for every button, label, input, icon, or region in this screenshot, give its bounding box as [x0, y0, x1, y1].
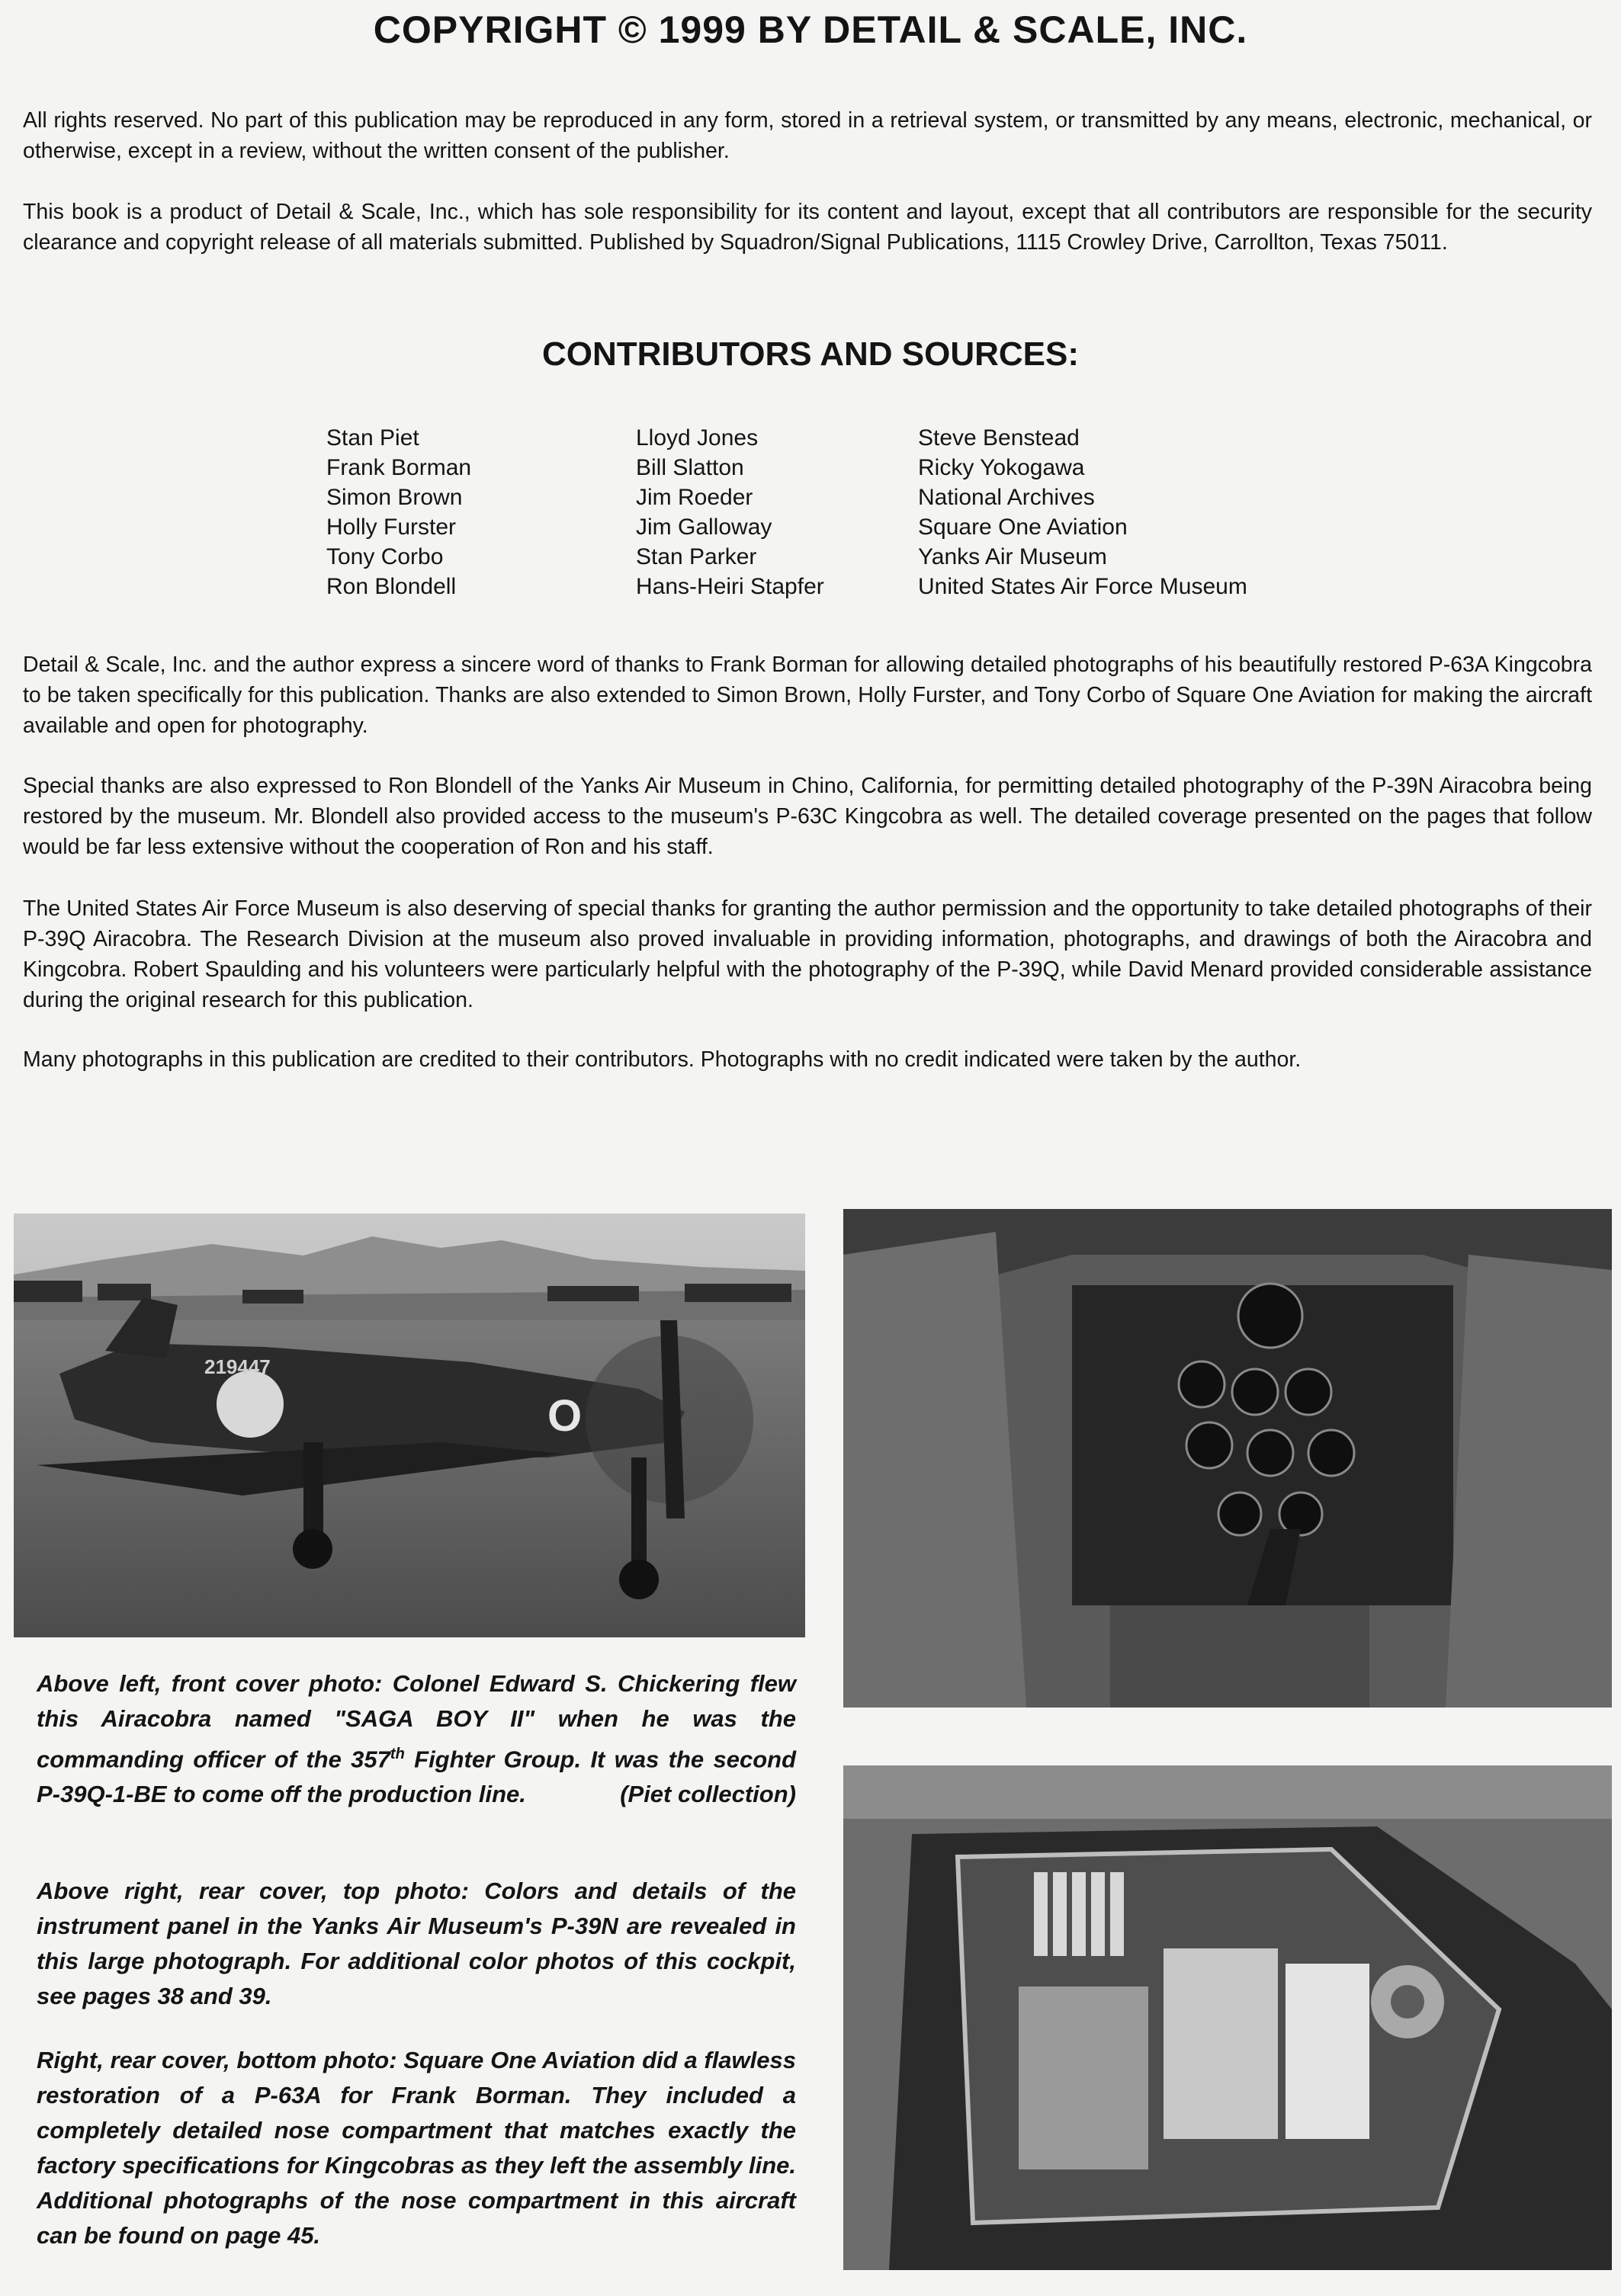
thanks-paragraph-yanks: Special thanks are also expressed to Ron Blondell of the Yanks Air Museum in Chino, California, for permitting detailed photography of the P-39N Airacobra being restored by the museum. Mr. Blondell also provided access to the museum's P-63C Kingcobra as well. The detailed coverage presented on the pages that follow would be far less extensive without the cooperation of Ron and his staff.: [23, 774, 1592, 859]
nose-compartment-photo-art: [843, 1765, 1612, 2270]
photo-credit: (Piet collection): [620, 1781, 796, 1808]
photo-credit-paragraph: Many photographs in this publication are credited to their contributors. Photographs with no credit indicated were taken by the author.: [23, 1047, 1302, 1072]
rear-cover-bottom-photo: [843, 1765, 1612, 2270]
contributors-column-1: [326, 423, 471, 601]
contributors-column-3: [918, 423, 1247, 601]
contributor-name: Jim Galloway: [636, 515, 772, 540]
contributor-name: Stan Parker: [636, 544, 757, 569]
rear-cover-top-caption: Above right, rear cover, top photo: Colors and details of the instrument panel in the Yanks Air Museum's P-39N are revealed in this large photograph. For additional color photos of this cockpit, see pages 38 and 39.: [37, 1878, 796, 2009]
contributor-name: Simon Brown: [326, 485, 463, 510]
rights-paragraph: All rights reserved. No part of this publication may be reproduced in any form, stored in a retrieval system, or transmitted by any means, electronic, mechanical, or otherwise, except in a review, without the written consent of the publisher.: [23, 108, 1592, 163]
aircraft-serial: 219447: [204, 1355, 271, 1378]
contributor-name: Jim Roeder: [636, 485, 753, 510]
contributor-name: Hans-Heiri Stapfer: [636, 574, 824, 599]
contributor-name: Ron Blondell: [326, 574, 457, 599]
rear-cover-top-photo: [843, 1209, 1612, 1708]
contributor-name: Lloyd Jones: [636, 425, 759, 451]
contributor-name: Frank Borman: [326, 455, 472, 480]
front-cover-photo: [14, 1214, 805, 1637]
contributor-name: Bill Slatton: [636, 455, 744, 480]
thanks-paragraph-borman: Detail & Scale, Inc. and the author express a sincere word of thanks to Frank Borman for allowing detailed photographs of his beautifully restored P-63A Kingcobra to be taken specifically for this publication. Thanks are also extended to Simon Brown, Holly Furster, and Tony Corbo of Square One Aviation for making the aircraft available and open for photography.: [23, 653, 1592, 738]
contributor-name: Yanks Air Museum: [918, 544, 1107, 569]
front-cover-caption: Above left, front cover photo: Colonel Edward S. Chickering flew this Airacobra named "SAGA BOY II" when he was the commanding officer of the 357th Fighter Group. It was the second P-39Q-1-BE to come off the production line. (Piet collection): [37, 1666, 796, 1812]
contributor-name: United States Air Force Museum: [918, 574, 1247, 599]
publisher-paragraph: This book is a product of Detail & Scale, Inc., which has sole responsibility for its content and layout, except that all contributors are responsible for the security clearance and copyright release of all materials submitted. Published by Squadron/Signal Publications, 1115 Crowley Drive, Carrollton, Texas 75011.: [23, 200, 1592, 255]
contributor-name: Steve Benstead: [918, 425, 1080, 451]
contributors-column-2: [636, 423, 824, 601]
rear-cover-bottom-caption: Right, rear cover, bottom photo: Square One Aviation did a flawless restoration of a P-63A for Frank Borman. They included a completely detailed nose compartment that matches exactly the factory specifications for Kingcobras as they left the assembly line. Additional photographs of the nose compartment in this aircraft can be found on page 45.: [37, 2047, 796, 2249]
thanks-paragraph-usaf: The United States Air Force Museum is also deserving of special thanks for granting the author permission and the opportunity to take detailed photographs of their P-39Q Airacobra. The Research Division at the museum also proved invaluable in providing information, photographs, and drawings of both the Airacobra and Kingcobra. Robert Spaulding and his volunteers were particularly helpful with the photography of the P-39Q, while David Menard provided considerable assistance during the original research for this publication.: [23, 896, 1592, 1012]
contributor-name: Holly Furster: [326, 515, 457, 540]
contributor-name: Tony Corbo: [326, 544, 444, 569]
cockpit-photo-art: [843, 1209, 1612, 1708]
page-title: COPYRIGHT © 1999 BY DETAIL & SCALE, INC.: [373, 8, 1248, 51]
contributor-name: Square One Aviation: [918, 515, 1128, 540]
contributors-heading: CONTRIBUTORS AND SOURCES:: [541, 335, 1080, 373]
contributor-name: Stan Piet: [326, 425, 419, 451]
contributor-name: National Archives: [918, 485, 1095, 510]
contributor-name: Ricky Yokogawa: [918, 455, 1085, 480]
aircraft-letter: O: [547, 1391, 583, 1441]
airacobra-photo-art: [14, 1214, 805, 1637]
